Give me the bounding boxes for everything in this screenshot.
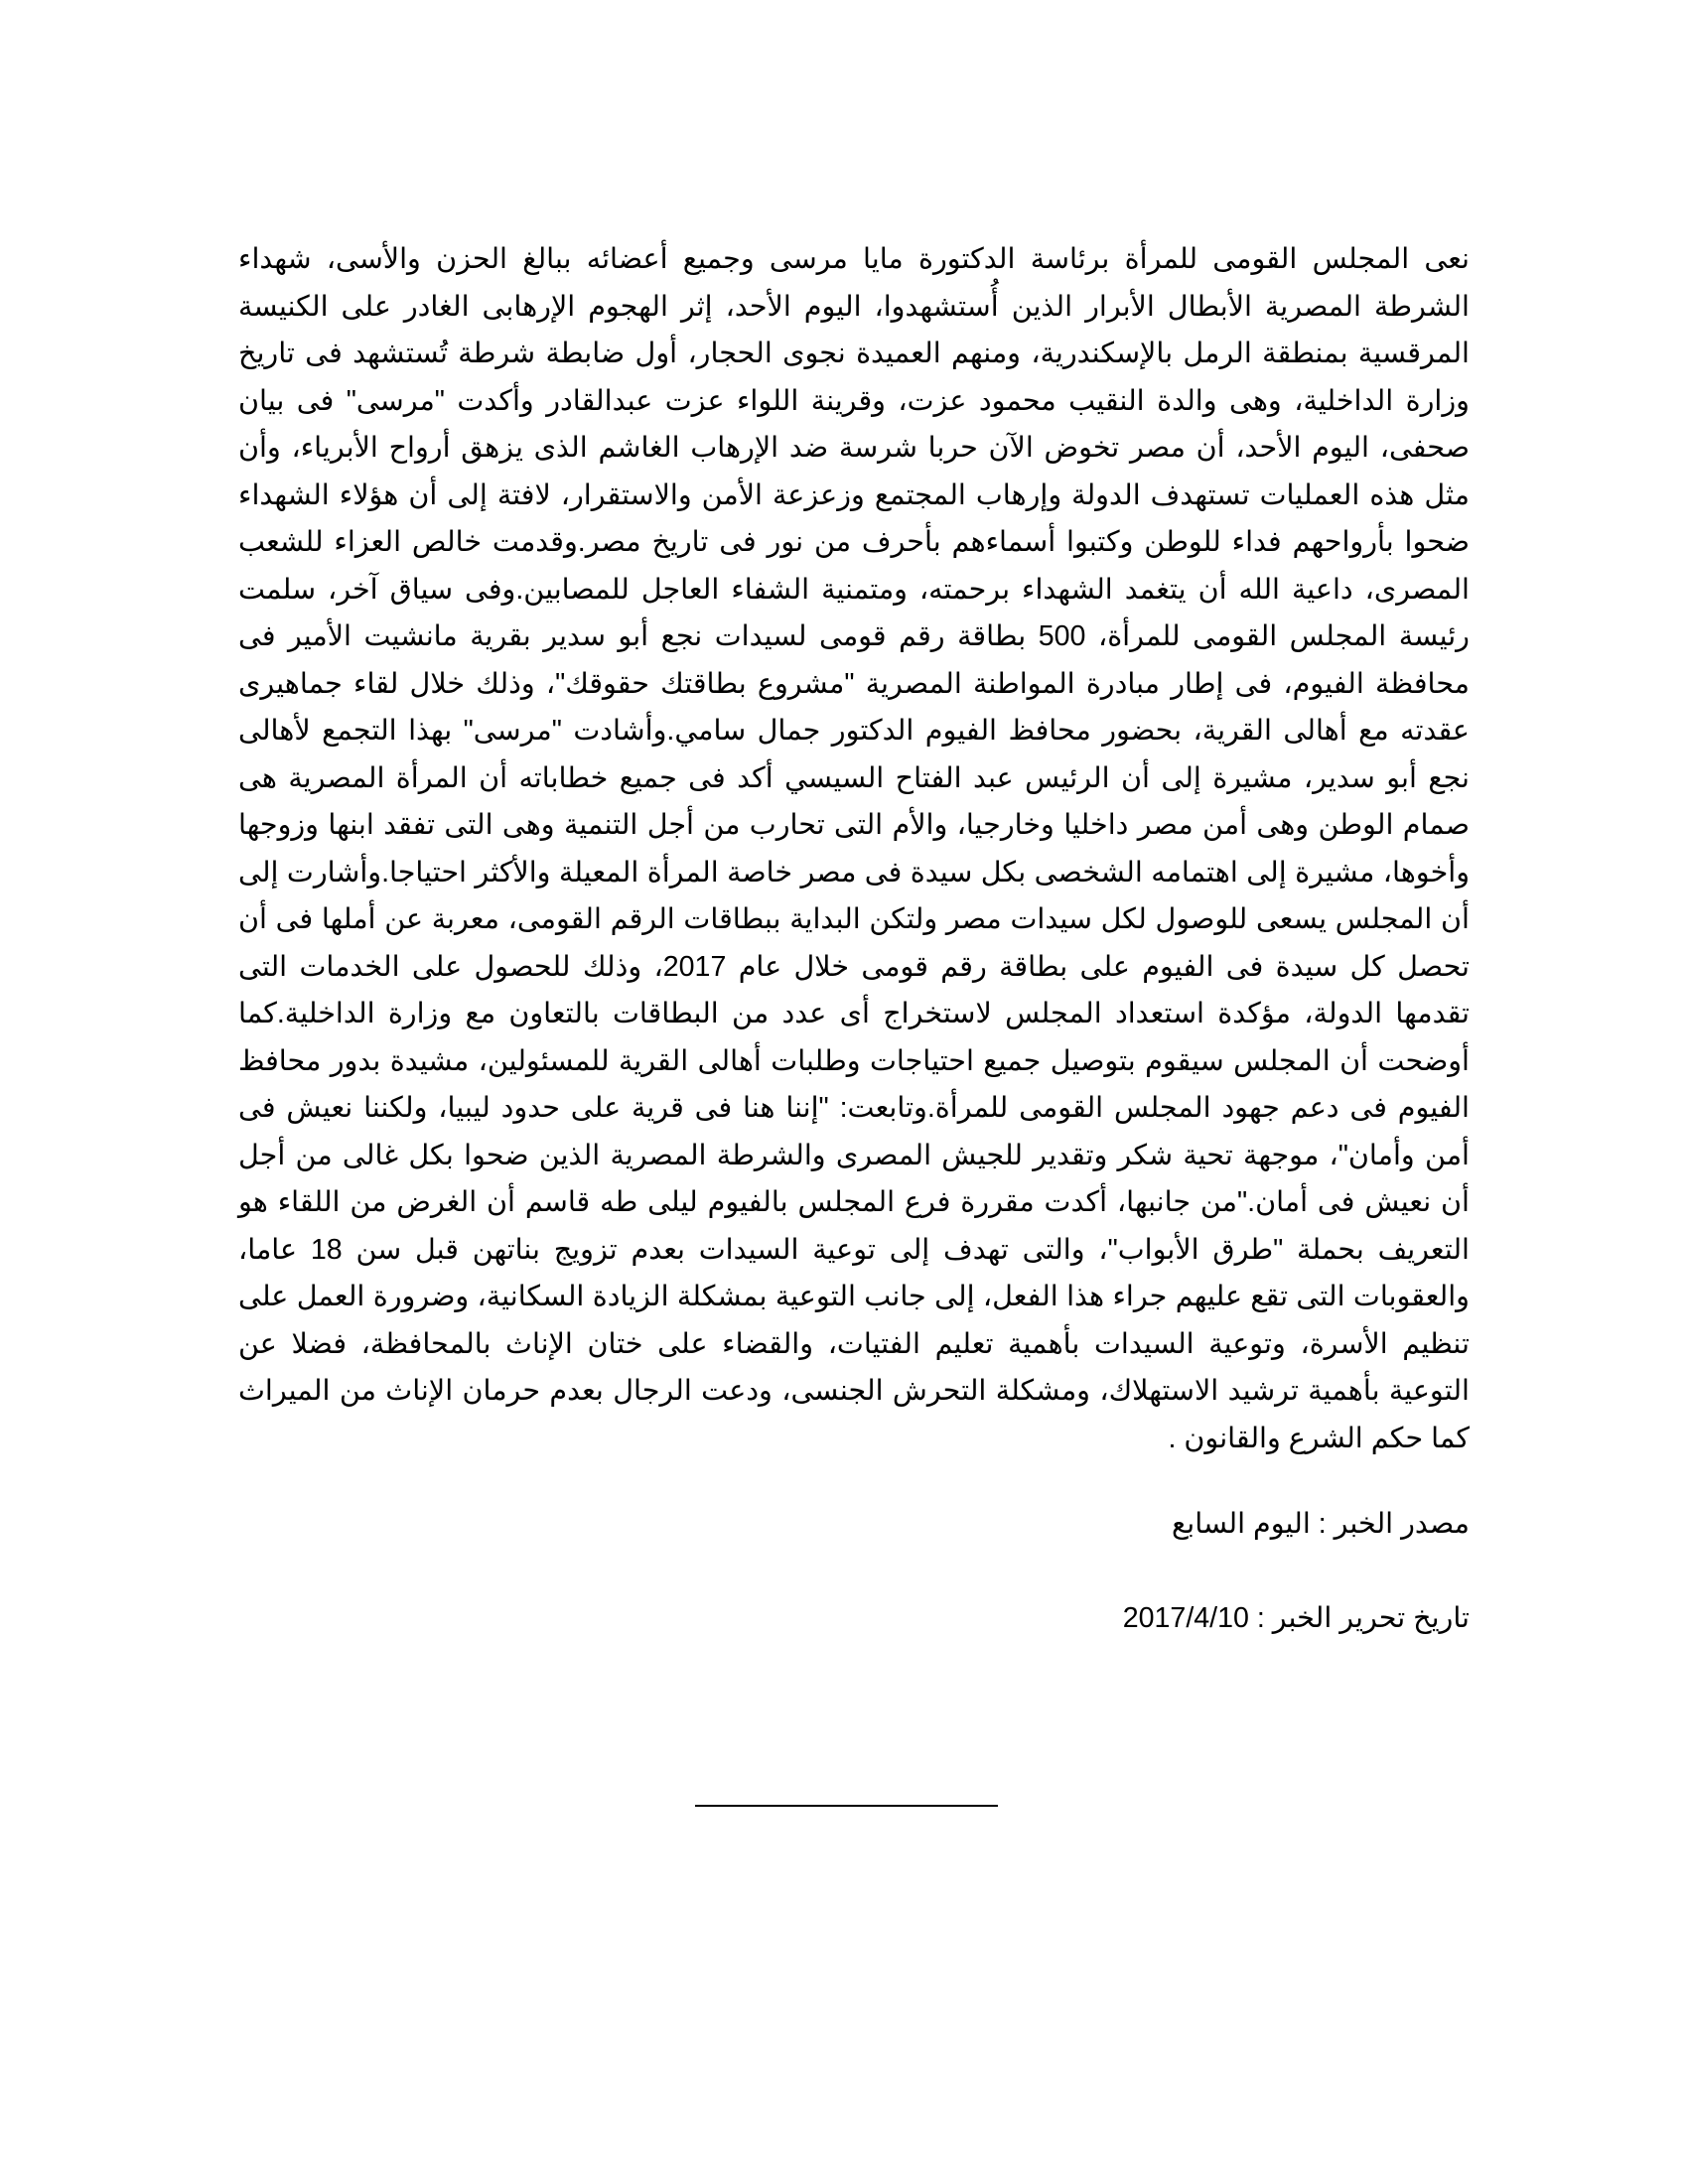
article-body: نعى المجلس القومى للمرأة برئاسة الدكتورة مايا مرسى وجميع أعضائه ببالغ الحزن والأسى، شهداء الشرطة المصرية الأبطال الأبرار الذين أُستشهدوا، اليوم الأحد، إثر الهجوم الإرهابى الغادر على الكنيسة المرقسية بمنطقة الرمل بالإسكندرية، ومنهم العميدة نجوى الحجار، أول ضابطة شرطة تُستشهد فى تاريخ وزارة الداخلية، وهى والدة النقيب محمود عزت، وقرينة اللواء عزت عبدالقادر وأكدت "مرسى" فى بيان صحفى، اليوم الأحد، أن مصر تخوض الآن حربا شرسة ضد الإرهاب الغاشم الذى يزهق أرواح الأبرياء، وأن مثل هذه العمليات تستهدف الدولة وإرهاب المجتمع وزعزعة الأمن والاستقرار، لافتة إلى أن هؤلاء الشهداء ضحوا بأرواحهم فداء للوطن وكتبوا أسماءهم بأحرف من نور فى تاريخ مصر.وقدمت خالص العزاء للشعب المصرى، داعية الله أن يتغمد الشهداء برحمته، ومتمنية الشفاء العاجل للمصابين.وفى سياق آخر، سلمت رئيسة المجلس القومى للمرأة، 500 بطاقة رقم قومى لسيدات نجع أبو سدير بقرية مانشيت الأمير فى محافظة الفيوم، فى إطار مبادرة المواطنة المصرية "مشروع بطاقتك حقوقك"، وذلك خلال لقاء جماهيرى عقدته مع أهالى القرية، بحضور محافظ الفيوم الدكتور جمال سامي.وأشادت "مرسى" بهذا التجمع لأهالى نجع أبو سدير، مشيرة إلى أن الرئيس عبد الفتاح السيسي أكد فى جميع خطاباته أن المرأة المصرية هى صمام الوطن وهى أمن مصر داخليا وخارجيا، والأم التى تحارب من أجل التنمية وهى التى تفقد ابنها وزوجها وأخوها، مشيرة إلى اهتمامه الشخصى بكل سيدة فى مصر خاصة المرأة المعيلة والأكثر احتياجا.وأشارت إلى أن المجلس يسعى للوصول لكل سيدات مصر ولتكن البداية ببطاقات الرقم القومى، معربة عن أملها فى أن تحصل كل سيدة فى الفيوم على بطاقة رقم قومى خلال عام 2017، وذلك للحصول على الخدمات التى تقدمها الدولة، مؤكدة استعداد المجلس لاستخراج أى عدد من البطاقات بالتعاون مع وزارة الداخلية.كما أوضحت أن المجلس سيقوم بتوصيل جميع احتياجات وطلبات أهالى القرية للمسئولين، مشيدة بدور محافظ الفيوم فى دعم جهود المجلس القومى للمرأة.وتابعت: "إننا هنا فى قرية على حدود ليبيا، ولكننا نعيش فى أمن وأمان"، موجهة تحية شكر وتقدير للجيش المصرى والشرطة المصرية الذين ضحوا بكل غالى من أجل أن نعيش فى أمان."من جانبها، أكدت مقررة فرع المجلس بالفيوم ليلى طه قاسم أن الغرض من اللقاء هو التعريف بحملة "طرق الأبواب"، والتى تهدف إلى توعية السيدات بعدم تزويج بناتهن قبل سن 18 عاما، والعقوبات التى تقع عليهم جراء هذا الفعل، إلى جانب التوعية بمشكلة الزيادة السكانية، وضرورة العمل على تنظيم الأسرة، وتوعية السيدات بأهمية تعليم الفتيات، والقضاء على ختان الإناث بالمحافظة، فضلا عن التوعية بأهمية ترشيد الاستهلاك، ومشكلة التحرش الجنسى، ودعت الرجال بعدم حرمان الإناث من الميراث كما حكم الشرع والقانون . <box>238 243 1471 1454</box>
document-page <box>238 236 1470 1638</box>
news-date: تاريخ تحرير الخبر : 2017/4/10 <box>1122 1602 1470 1634</box>
news-source: مصدر الخبر : اليوم السابع <box>1172 1508 1470 1540</box>
end-divider <box>695 1805 998 1807</box>
